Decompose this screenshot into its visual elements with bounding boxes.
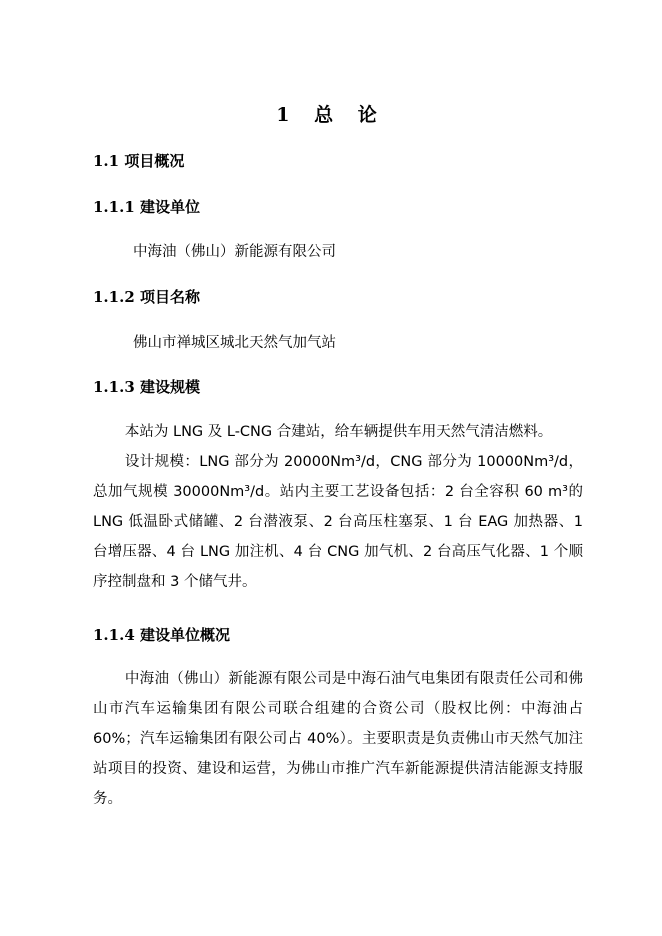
company-overview-body xyxy=(93,664,583,814)
construction-unit-text: 中海油（佛山）新能源有限公司 xyxy=(133,244,336,260)
scale-paragraph-2: 设计规模：LNG 部分为 20000Nm³/d，CNG 部分为 10000Nm³/d，总加气规模 30000Nm³/d。站内主要工艺设备包括：2 台全容积 60 m³的 LNG 低温卧式储罐、2 台潜液泵、2 台高压柱塞泵、1 台 EAG 加热器、1 台增压器、4 台 LNG 加注机、4 台 CNG 加气机、2 台高压气化器、1 个顺序控制盘和 3 个储气井。 xyxy=(93,454,584,590)
section-heading-1-1-2: 1.1.2 项目名称 xyxy=(93,288,200,306)
chapter-title: 1 总 论 xyxy=(276,104,386,126)
project-name-text: 佛山市禅城区城北天然气加气站 xyxy=(133,335,336,351)
section-heading-1-1-4: 1.1.4 建设单位概况 xyxy=(93,626,230,644)
construction-scale-body xyxy=(93,417,583,597)
scale-paragraph-1: 本站为 LNG 及 L-CNG 合建站，给车辆提供车用天然气清洁燃料。 xyxy=(124,424,553,440)
section-heading-1-1: 1.1 项目概况 xyxy=(93,152,185,170)
section-heading-1-1-1: 1.1.1 建设单位 xyxy=(93,198,200,216)
company-overview-paragraph: 中海油（佛山）新能源有限公司是中海石油气电集团有限责任公司和佛山市汽车运输集团有限公司联合组建的合资公司（股权比例：中海油占 60%；汽车运输集团有限公司占 40%）。主要职责是负责佛山市天然气加注站项目的投资、建设和运营，为佛山市推广汽车新能源提供清洁能源支持服务。 xyxy=(93,671,583,807)
section-heading-1-1-3: 1.1.3 建设规模 xyxy=(93,378,200,396)
